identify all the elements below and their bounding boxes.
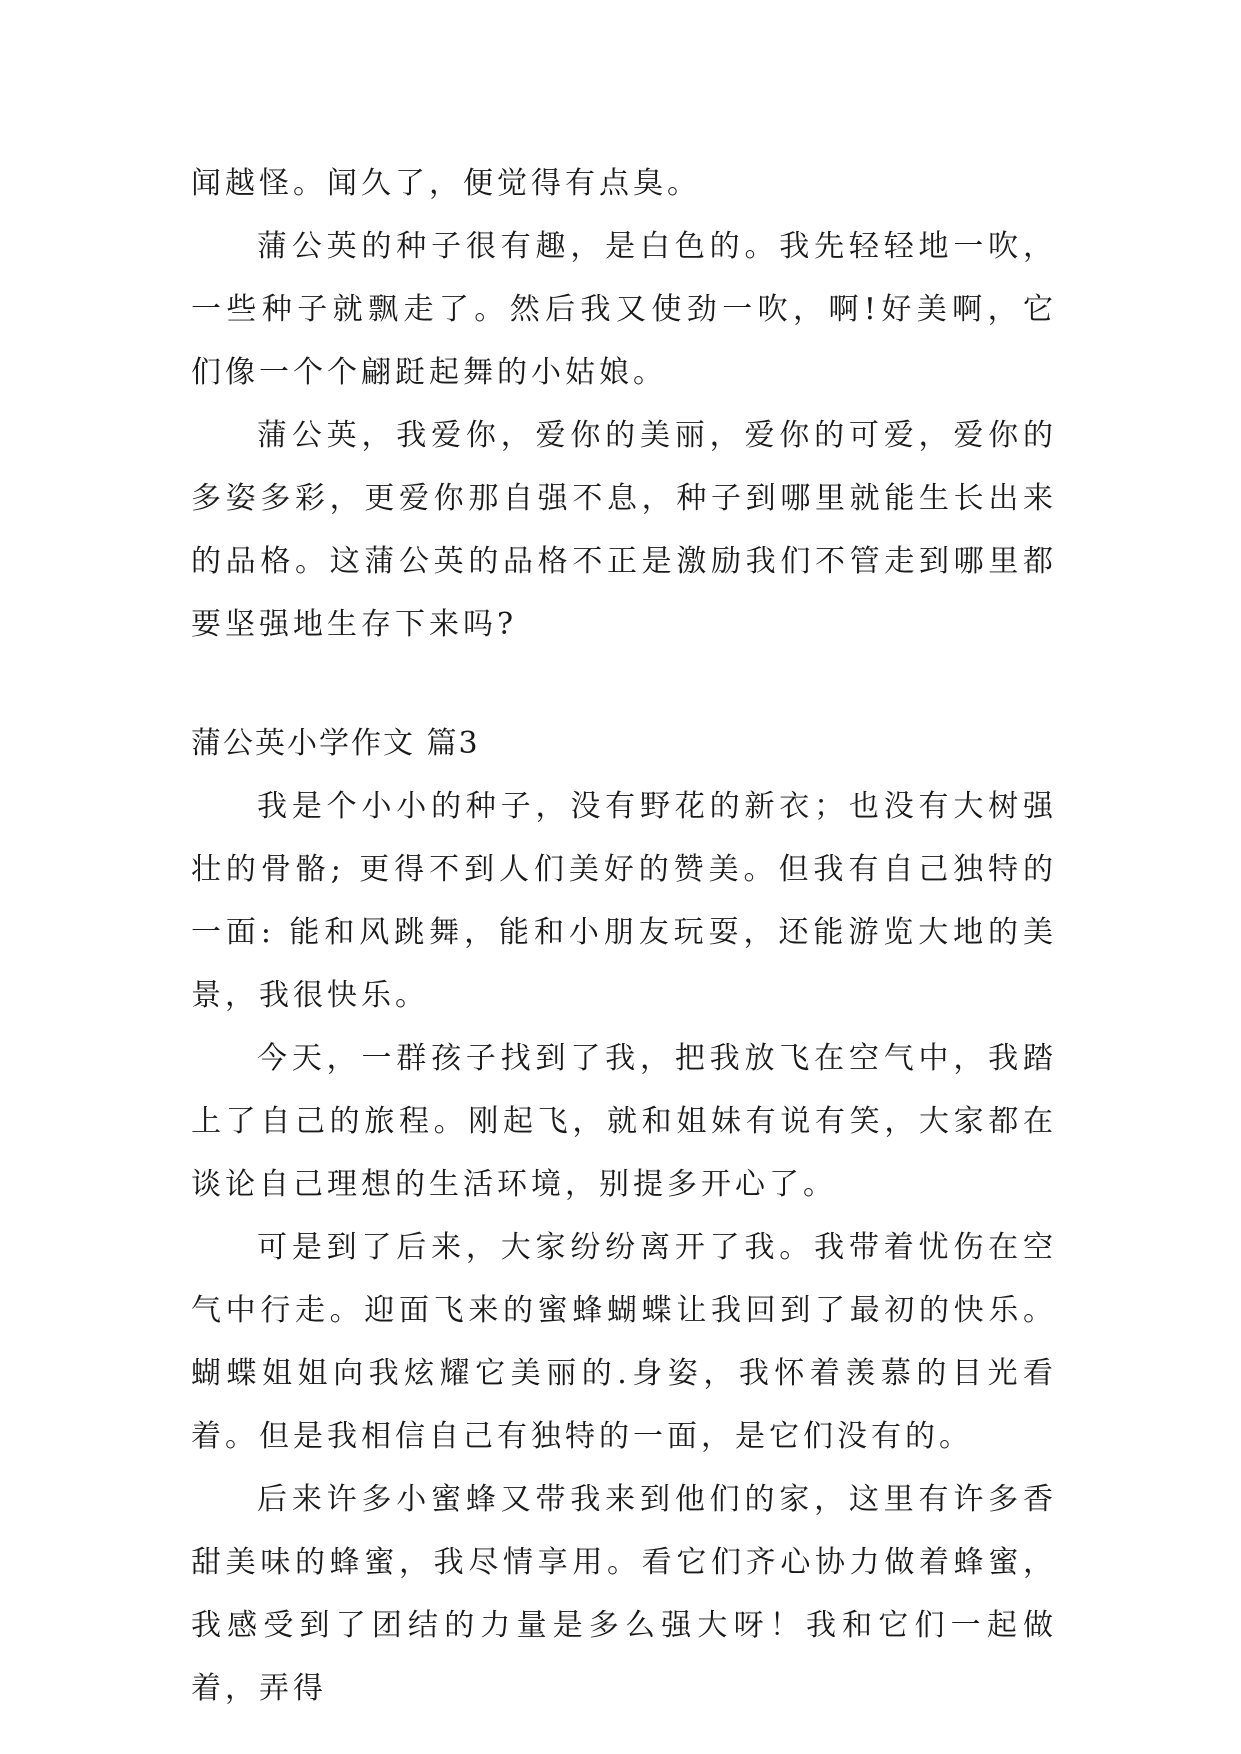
paragraph-continuation: 闻越怪。闻久了，便觉得有点臭。 <box>191 166 701 201</box>
paragraph-butterflies: 可是到了后来，大家纷纷离开了我。我带着忧伤在空气中行走。迎面飞来的蜜蜂蝴蝶让我回到了最初的快乐。蝴蝶姐姐向我炫耀它美丽的.身姿，我怀着羡慕的目光看着。但是我相信自己有独特的一面，是它们没有的。 <box>191 1230 1057 1454</box>
paragraph-bees: 后来许多小蜜蜂又带我来到他们的家，这里有许多香甜美味的蜂蜜，我尽情享用。看它们齐心协力做着蜂蜜，我感受到了团结的力量是多么强大呀！我和它们一起做着，弄得 <box>191 1482 1057 1706</box>
paragraph-dandelion-love: 蒲公英，我爱你，爱你的美丽，爱你的可爱，爱你的多姿多彩，更爱你那自强不息，种子到哪里就能生长出来的品格。这蒲公英的品格不正是激励我们不管走到哪里都要坚强地生存下来吗? <box>191 418 1057 642</box>
document-body <box>191 152 1057 1720</box>
paragraph-dandelion-seeds: 蒲公英的种子很有趣，是白色的。我先轻轻地一吹，一些种子就飘走了。然后我又使劲一吹，啊!好美啊，它们像一个个翩跹起舞的小姑娘。 <box>191 229 1057 390</box>
paragraph-small-seed: 我是个小小的种子，没有野花的新衣；也没有大树强壮的骨骼; 更得不到人们美好的赞美。但我有自己独特的一面: 能和风跳舞，能和小朋友玩耍，还能游览大地的美景，我很快乐。 <box>191 789 1057 1013</box>
paragraph-journey: 今天，一群孩子找到了我，把我放飞在空气中，我踏上了自己的旅程。刚起飞，就和姐妹有说有笑，大家都在谈论自己理想的生活环境，别提多开心了。 <box>191 1041 1057 1202</box>
section-title: 蒲公英小学作文 篇3 <box>191 726 480 761</box>
